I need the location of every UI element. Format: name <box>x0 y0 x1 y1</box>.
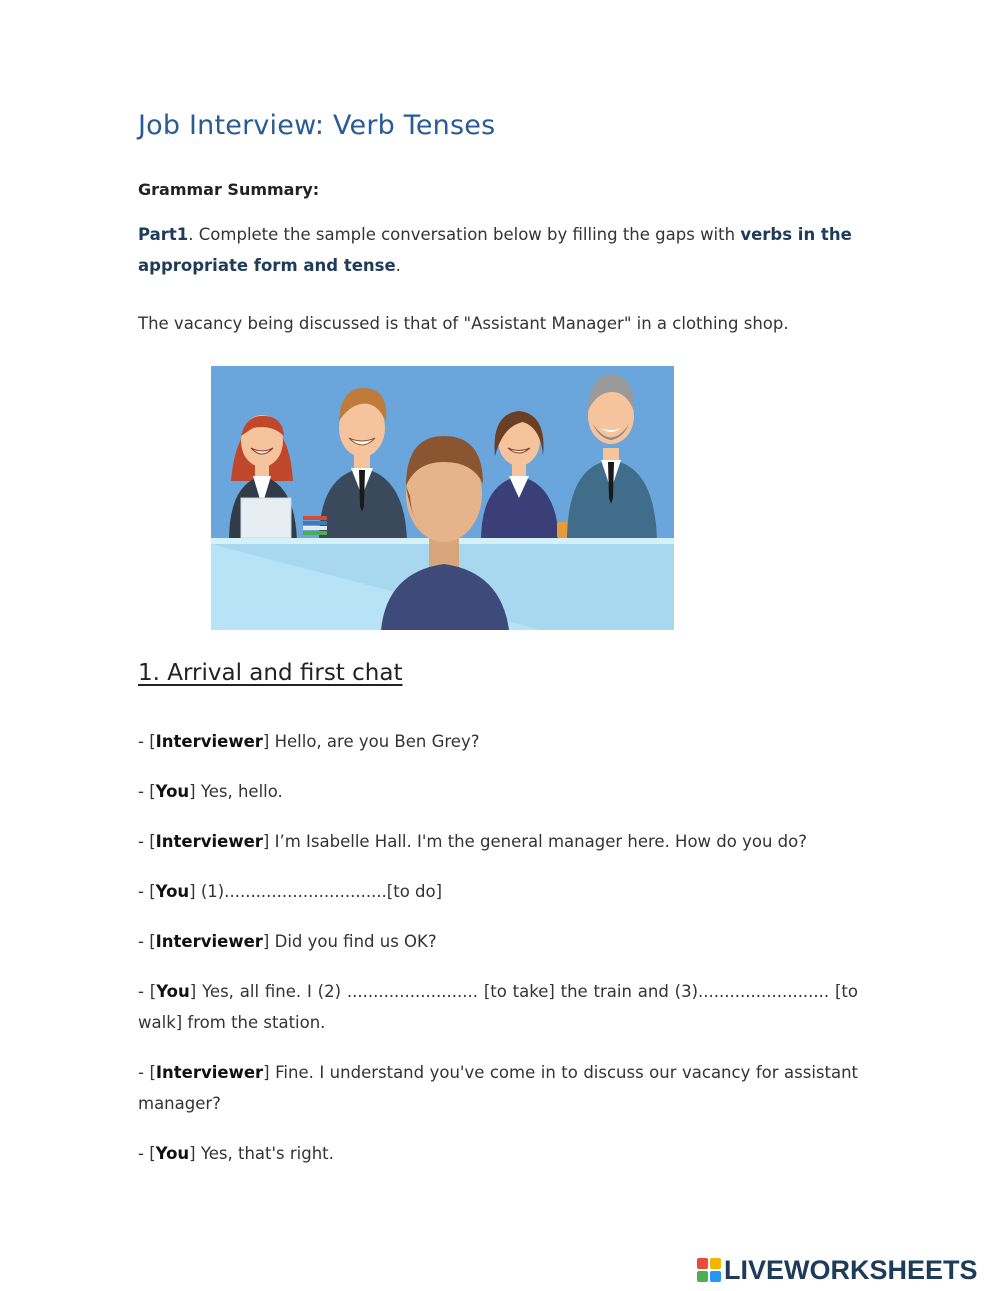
dialogue-line-gap-2-3 <box>138 976 858 1038</box>
speaker-label: Interviewer <box>155 832 263 851</box>
dialogue-line <box>138 1057 858 1119</box>
speaker-label: Interviewer <box>155 932 263 951</box>
bracket-close: ] <box>189 982 203 1001</box>
dialogue-text[interactable]: (1)...............................[to do] <box>200 882 443 901</box>
instructions <box>138 219 858 281</box>
speaker-label: Interviewer <box>155 1063 264 1082</box>
dialogue-line <box>138 926 858 957</box>
speaker-label: You <box>155 782 190 801</box>
part-label: Part1 <box>138 225 189 244</box>
liveworksheets-blocks-icon <box>697 1258 721 1282</box>
bracket-close: ] <box>262 932 275 951</box>
bracket-close: ] <box>189 882 201 901</box>
instructions-emphasis: verbs in the appropriate form and tense <box>138 225 852 275</box>
dialogue-line <box>138 776 858 807</box>
dialogue-text: Hello, are you Ben Grey? <box>274 732 480 751</box>
bracket-close: ] <box>263 1063 276 1082</box>
dialogue-line <box>138 826 858 857</box>
dialogue-text: Fine. I understand you've come in to discuss our vacancy for assistant manager? <box>138 1063 859 1113</box>
dialogue-line-gap-1 <box>138 876 858 907</box>
bracket-close: ] <box>262 732 275 751</box>
instructions-text: . Complete the sample conversation below by filling the gaps with <box>188 225 741 244</box>
dialogue-text[interactable]: Yes, all fine. I (2) ......................... [to take] the train and (3)......................... [to walk] from the station. <box>138 982 858 1032</box>
bracket-open: - [ <box>138 732 156 751</box>
bracket-close: ] <box>262 832 275 851</box>
dialogue-line <box>138 1138 858 1169</box>
speaker-label: You <box>156 982 190 1001</box>
bracket-open: - [ <box>138 982 157 1001</box>
dialogue-text: I’m Isabelle Hall. I'm the general manager here. How do you do? <box>274 832 808 851</box>
page-title: Job Interview: Verb Tenses <box>138 110 496 141</box>
interview-panel-illustration <box>211 366 674 630</box>
liveworksheets-logo <box>697 1253 978 1287</box>
bracket-close: ] <box>189 782 201 801</box>
logo-text: LIVEWORKSHEETS <box>724 1254 978 1285</box>
section-title: 1. Arrival and first chat <box>138 660 403 686</box>
speaker-label: Interviewer <box>155 732 263 751</box>
instructions-period: . <box>395 256 401 275</box>
vacancy-text: The vacancy being discussed is that of "Assistant Manager" in a clothing shop. <box>138 314 789 333</box>
bracket-close: ] <box>189 1144 201 1163</box>
bracket-open: - [ <box>138 1144 156 1163</box>
bracket-open: - [ <box>138 782 156 801</box>
dialogue-text: Did you find us OK? <box>274 932 437 951</box>
grammar-summary-heading: Grammar Summary: <box>138 180 320 199</box>
bracket-open: - [ <box>138 882 156 901</box>
dialogue-text: Yes, hello. <box>200 782 283 801</box>
bracket-open: - [ <box>138 1063 156 1082</box>
speaker-label: You <box>155 882 190 901</box>
dialogue <box>138 726 858 1188</box>
bracket-open: - [ <box>138 932 156 951</box>
bracket-open: - [ <box>138 832 156 851</box>
speaker-label: You <box>155 1144 190 1163</box>
dialogue-line <box>138 726 858 757</box>
dialogue-text: Yes, that's right. <box>200 1144 334 1163</box>
